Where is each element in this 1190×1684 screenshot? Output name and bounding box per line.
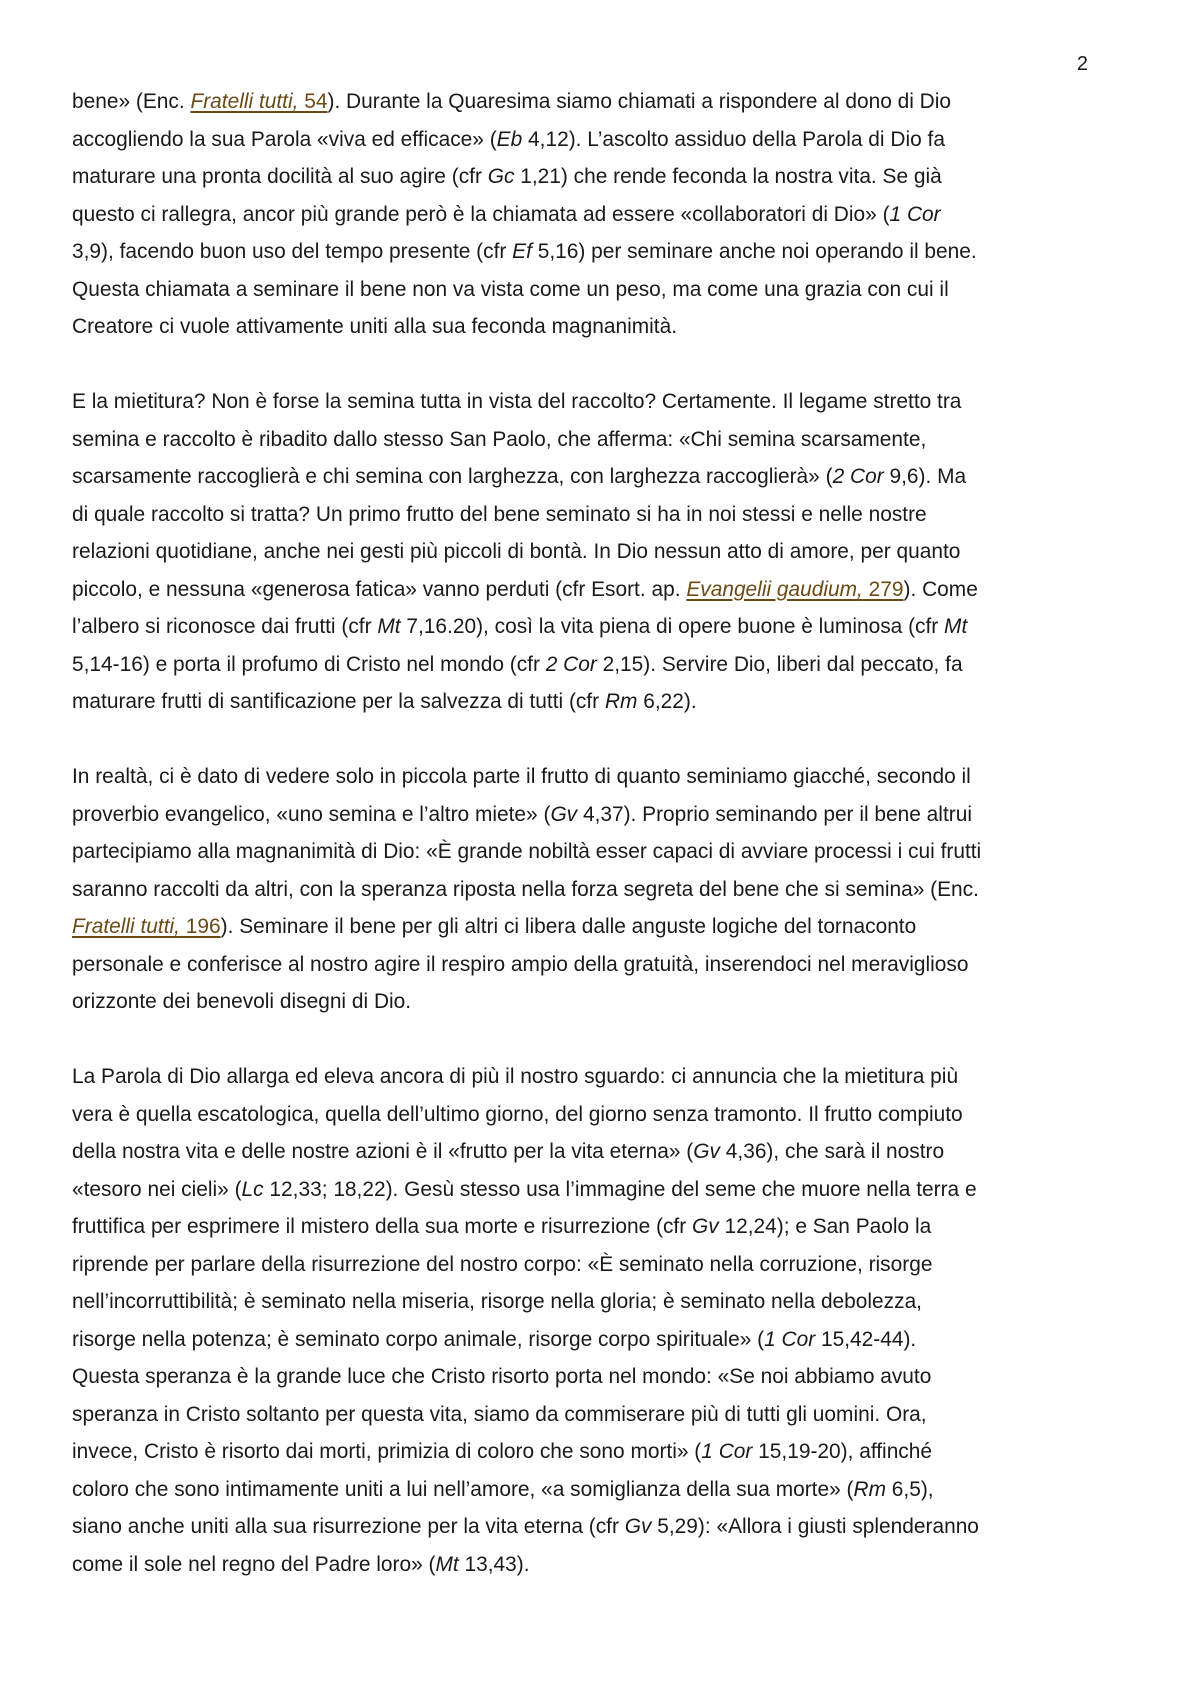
citation-link[interactable]: 279 — [862, 577, 904, 601]
scripture-abbreviation: Ef — [512, 240, 532, 263]
text-segment: 15,42-44). — [815, 1327, 917, 1351]
text-segment: personale e conferisce al nostro agire il respiro ampio della gratuità, inserendoci nel meraviglioso — [72, 952, 969, 976]
text-line — [72, 271, 1132, 309]
scripture-abbreviation: Gv — [550, 802, 578, 826]
text-line — [72, 683, 1132, 721]
text-line — [72, 1246, 1132, 1284]
text-segment: 9,6). Ma — [883, 465, 967, 488]
scripture-abbreviation: Gv — [691, 1215, 719, 1238]
text-line — [72, 1546, 1132, 1584]
text-segment: ). Durante la Quaresima siamo chiamati a rispondere al dono di Dio — [327, 90, 952, 113]
text-segment: della nostra vita e delle nostre azioni è il «frutto per la vita eterna» ( — [72, 1140, 694, 1163]
citation-title[interactable]: Fratelli tutti, — [72, 915, 180, 938]
text-segment: 3,9), facendo buon uso del tempo presente (cfr — [72, 240, 513, 263]
text-segment: vera è quella escatologica, quella dell’ultimo giorno, del giorno senza tramonto. Il frutto compiuto — [72, 1102, 963, 1126]
text-segment: 5,14-16) e porta il profumo di Cristo nel mondo (cfr — [72, 652, 546, 676]
text-line — [72, 121, 1132, 159]
text-segment: nell’incorruttibilità; è seminato nella miseria, risorge nella gloria; è seminato nella debolezza, — [72, 1290, 922, 1313]
text-line — [72, 308, 1132, 346]
scripture-abbreviation: Rm — [604, 690, 638, 713]
paragraph — [72, 83, 1132, 346]
text-line — [72, 908, 1132, 946]
text-line — [72, 496, 1132, 534]
text-segment: orizzonte dei benevoli disegni di Dio. — [72, 990, 412, 1013]
text-line — [72, 196, 1132, 234]
text-line — [72, 1096, 1132, 1134]
scripture-abbreviation: Lc — [241, 1177, 264, 1201]
text-segment: siano anche uniti alla sua risurrezione per la vita eterna (cfr — [72, 1515, 625, 1538]
text-segment: 4,36), che sarà il nostro — [719, 1140, 945, 1163]
text-segment: speranza in Cristo soltanto per questa vita, siamo da commiserare più di tutti gli uomini. Ora, — [72, 1402, 927, 1426]
text-segment: E la mietitura? Non è forse la semina tutta in vista del raccolto? Certamente. Il legame stretto tra — [72, 390, 962, 413]
text-segment: invece, Cristo è risorto dai morti, primizia di coloro che sono morti» ( — [72, 1440, 702, 1463]
text-segment: risorge nella potenza; è seminato corpo animale, risorge corpo spirituale» ( — [72, 1327, 765, 1351]
text-segment: di quale raccolto si tratta? Un primo frutto del bene seminato si ha in noi stessi e nelle nostre — [72, 502, 927, 526]
text-line — [72, 383, 1132, 421]
text-segment: La Parola di Dio allarga ed eleva ancora di più il nostro sguardo: ci annuncia che la mietitura più — [72, 1065, 959, 1088]
text-segment: maturare frutti di santificazione per la salvezza di tutti (cfr — [72, 690, 605, 713]
citation-link[interactable] — [190, 90, 298, 113]
text-line — [72, 1433, 1132, 1471]
scripture-abbreviation: Mt — [944, 615, 968, 638]
text-line — [72, 833, 1132, 871]
text-line — [72, 1508, 1132, 1546]
text-segment: semina e raccolto è ribadito dallo stesso San Paolo, che afferma: «Chi semina scarsamente, — [72, 427, 927, 451]
text-segment: 12,24); e San Paolo la — [718, 1215, 932, 1238]
text-segment: partecipiamo alla magnanimità di Dio: «È grande nobiltà esser capaci di avviare processi i cui frutti — [72, 840, 982, 863]
scripture-abbreviation: Mt — [377, 615, 401, 638]
text-segment: In realtà, ci è dato di vedere solo in piccola parte il frutto di quanto seminiamo giacché, secondo il — [72, 765, 971, 788]
text-segment: maturare una pronta docilità al suo agire (cfr — [72, 165, 488, 188]
text-line — [72, 1358, 1132, 1396]
text-line — [72, 1208, 1132, 1246]
text-segment: bene» (Enc. — [72, 90, 191, 113]
text-line — [72, 871, 1132, 909]
scripture-abbreviation: Gc — [487, 165, 515, 188]
scripture-abbreviation: Eb — [496, 127, 523, 151]
scripture-abbreviation: Rm — [853, 1477, 886, 1501]
text-line — [72, 158, 1132, 196]
text-segment: Questa chiamata a seminare il bene non va vista come un peso, ma come una grazia con cui il — [72, 277, 949, 301]
paragraph — [72, 1058, 1132, 1583]
page-number: 2 — [1076, 53, 1088, 75]
text-line — [72, 1133, 1132, 1171]
text-segment: coloro che sono intimamente uniti a lui nell’amore, «a somiglianza della sua morte» ( — [72, 1477, 854, 1501]
text-segment: piccolo, e nessuna «generosa fatica» vanno perduti (cfr Esort. ap. — [72, 577, 687, 601]
text-line — [72, 1283, 1132, 1321]
text-line — [72, 796, 1132, 834]
text-line — [72, 758, 1132, 796]
text-segment: 1,21) che rende feconda la nostra vita. Se già — [514, 165, 942, 188]
citation-link[interactable]: 54 — [298, 90, 328, 113]
citation-title[interactable]: Evangelii gaudium, — [686, 577, 863, 601]
scripture-abbreviation: Gv — [624, 1515, 652, 1538]
text-segment: 5,16) per seminare anche noi operando il bene. — [531, 240, 977, 263]
text-line — [72, 946, 1132, 984]
text-segment: riprende per parlare della risurrezione del nostro corpo: «È seminato nella corruzione, risorge — [72, 1252, 933, 1276]
text-line — [72, 1396, 1132, 1434]
scripture-abbreviation: 2 Cor — [545, 652, 597, 676]
text-segment: saranno raccolti da altri, con la speranza riposta nella forza segreta del bene che si semina» (Enc. — [72, 877, 979, 901]
text-segment: l’albero si riconosce dai frutti (cfr — [72, 615, 378, 638]
text-segment: 13,43). — [458, 1552, 530, 1576]
text-segment: 12,33; 18,22). Gesù stesso usa l’immagine del seme che muore nella terra e — [263, 1177, 977, 1201]
text-line — [72, 608, 1132, 646]
text-line — [72, 983, 1132, 1021]
citation-link[interactable]: 196 — [179, 915, 221, 938]
text-segment: 6,5), — [885, 1477, 934, 1501]
text-segment: 7,16.20), così la vita piena di opere buone è luminosa (cfr — [400, 615, 945, 638]
text-segment: 4,37). Proprio seminando per il bene altrui — [577, 802, 972, 826]
text-line — [72, 421, 1132, 459]
text-segment: come il sole nel regno del Padre loro» ( — [72, 1552, 436, 1576]
citation-title[interactable]: Fratelli tutti, — [190, 90, 299, 113]
text-segment: Creatore ci vuole attivamente uniti alla sua feconda magnanimità. — [72, 315, 678, 338]
scripture-abbreviation: Gv — [693, 1140, 720, 1163]
text-segment: «tesoro nei cieli» ( — [72, 1177, 242, 1201]
text-line — [72, 533, 1132, 571]
text-line — [72, 646, 1132, 684]
text-line — [72, 1171, 1132, 1209]
citation-link[interactable] — [686, 578, 863, 601]
scripture-abbreviation: 2 Cor — [832, 465, 884, 488]
text-segment: relazioni quotidiane, anche nei gesti più piccoli di bontà. In Dio nessun atto di amore, per quanto — [72, 540, 961, 563]
text-line — [72, 233, 1132, 271]
paragraph — [72, 758, 1132, 1021]
text-line — [72, 83, 1132, 121]
text-segment: ). Seminare il bene per gli altri ci libera dalle anguste logiche del tornaconto — [220, 915, 917, 938]
scripture-abbreviation: Mt — [435, 1552, 459, 1576]
scripture-abbreviation: 1 Cor — [764, 1327, 816, 1351]
text-segment: Questa speranza è la grande luce che Cristo risorto porta nel mondo: «Se noi abbiamo avuto — [72, 1365, 932, 1388]
paragraph — [72, 383, 1132, 721]
text-segment: 4,12). L’ascolto assiduo della Parola di Dio fa — [522, 127, 945, 151]
text-segment: fruttifica per esprimere il mistero della sua morte e risurrezione (cfr — [72, 1215, 692, 1238]
text-segment: questo ci rallegra, ancor più grande però è la chiamata ad essere «collaboratori di Dio» ( — [72, 202, 890, 226]
text-segment: 6,22). — [637, 690, 697, 713]
text-segment: 2,15). Servire Dio, liberi dal peccato, fa — [596, 652, 963, 676]
text-line — [72, 458, 1132, 496]
text-segment: accogliendo la sua Parola «viva ed efficace» ( — [72, 127, 497, 151]
citation-link[interactable] — [72, 915, 180, 938]
scripture-abbreviation: 1 Cor — [701, 1440, 753, 1463]
text-segment: ). Come — [903, 577, 978, 601]
text-segment: 5,29): «Allora i giusti splenderanno — [651, 1515, 979, 1538]
text-segment: proverbio evangelico, «uno semina e l’altro miete» ( — [72, 802, 551, 826]
scripture-abbreviation: 1 Cor — [889, 202, 941, 226]
text-line — [72, 1321, 1132, 1359]
text-line — [72, 1471, 1132, 1509]
document-body — [72, 83, 1132, 1583]
text-line — [72, 1058, 1132, 1096]
text-segment: 15,19-20), affinché — [752, 1440, 932, 1463]
text-segment: scarsamente raccoglierà e chi semina con larghezza, con larghezza raccoglierà» ( — [72, 465, 833, 488]
text-line — [72, 571, 1132, 609]
